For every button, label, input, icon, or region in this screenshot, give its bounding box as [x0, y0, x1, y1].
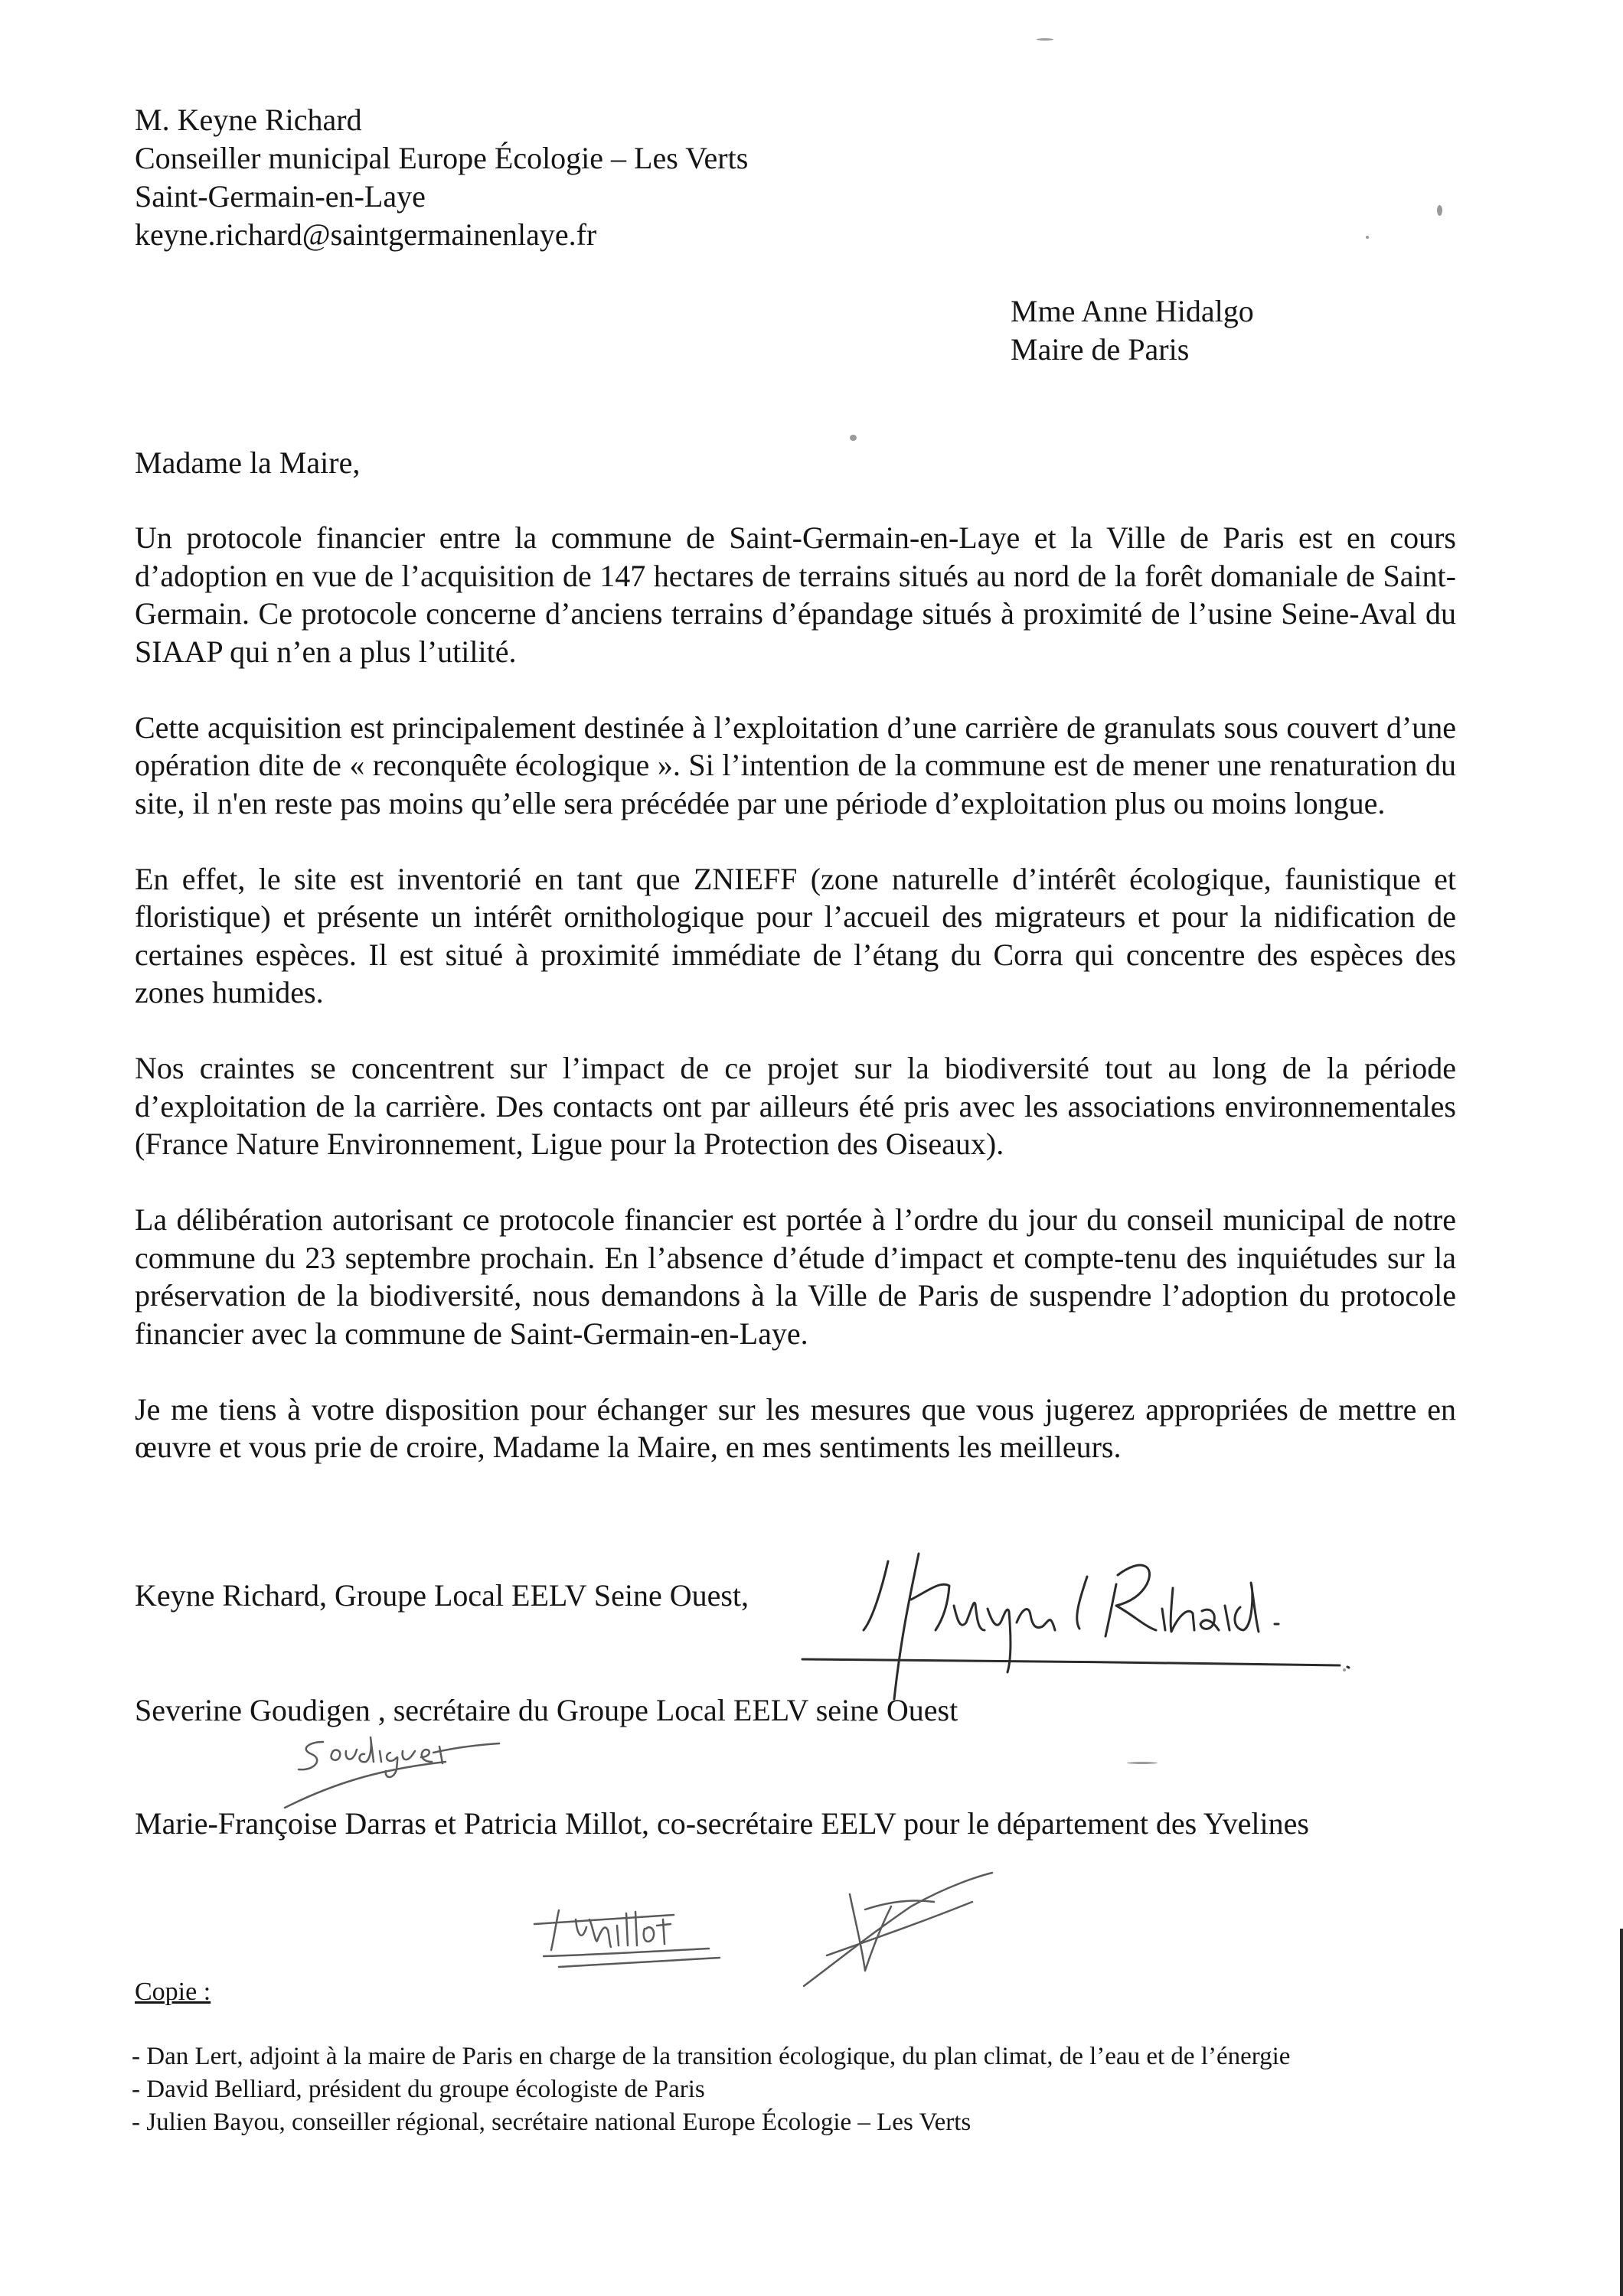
scan-speck — [1437, 205, 1442, 216]
recipient-block — [1011, 292, 1254, 369]
body-paragraph-1: Un protocole financier entre la commune de Saint-Germain-en-Laye et la Ville de Paris est en cours d’adoption en vue de l’acquisition de 147 hectares de terrains situés au nord de la forêt domaniale de Saint-Germain. Ce protocole concerne d’anciens terrains d’épandage situés à proximité de l’usine Seine-Aval du SIAAP qui n’en a plus l’utilité. — [135, 520, 1456, 669]
recipient-name: Mme Anne Hidalgo — [1011, 294, 1254, 328]
scan-speck — [850, 435, 857, 441]
millot-signature — [528, 1896, 727, 1988]
body-paragraph-6: Je me tiens à votre disposition pour échanger sur les mesures que vous jugerez appropriées de mettre en œuvre et vous prie de croire, Madame la Maire, en mes sentiments les meilleurs. — [135, 1391, 1456, 1464]
goudigen-signature — [269, 1731, 545, 1815]
sender-email: keyne.richard@saintgermainenlaye.fr — [135, 217, 597, 252]
body-paragraph-3: En effet, le site est inventorié en tant que ZNIEFF (zone naturelle d’intérêt écologique, faunistique et floristique) et présente un intérêt ornithologique pour l’accueil des migrateurs et pour la nidification de certaines espèces. Il est situé à proximité immédiate de l’étang du Corra qui concentre des espèces des zones humides. — [135, 861, 1456, 1009]
body-paragraph-2: Cette acquisition est principalement destinée à l’exploitation d’une carrière de granulats sous couvert d’une opération dite de « reconquête écologique ». Si l’intention de la commune est de mener une renaturation du site, il n'en reste pas moins qu’elle sera précédée par une période d’exploitation plus ou moins longue. — [135, 709, 1456, 820]
sender-title: Conseiller municipal Europe Écologie – Les Verts — [135, 141, 749, 175]
body-paragraph-5: La délibération autorisant ce protocole financier est portée à l’ordre du jour du conseil municipal de notre commune du 23 septembre prochain. En l’absence d’étude d’impact et compte-tenu des inquiétudes sur la préservation de la biodiversité, nous demandons à la Ville de Paris de suspendre l’adoption du protocole financier avec la commune de Saint-Germain-en-Laye. — [135, 1202, 1456, 1351]
scan-speck — [1366, 236, 1369, 239]
scan-speck — [1343, 1668, 1346, 1671]
copy-item-julien-bayou: - Julien Bayou, conseiller régional, secrétaire national Europe Écologie – Les Verts — [132, 2108, 972, 2136]
copy-item-david-belliard: - David Belliard, président du groupe écologiste de Paris — [132, 2076, 705, 2103]
copy-item-dan-lert: - Dan Lert, adjoint à la maire de Paris en charge de la transition écologique, du plan climat, de l’eau et de l’énergie — [132, 2043, 1291, 2070]
signatory-darras-millot: Marie-Françoise Darras et Patricia Millot, co-secrétaire EELV pour le département des Yvelines — [135, 1806, 1309, 1841]
salutation: Madame la Maire, — [135, 445, 361, 480]
sender-block — [135, 101, 748, 254]
copy-heading: Copie : — [135, 1978, 211, 2006]
recipient-title: Maire de Paris — [1011, 332, 1190, 367]
letter-body — [135, 519, 1456, 1504]
body-paragraph-4: Nos craintes se concentrent sur l’impact de ce projet sur la biodiversité tout au long de la période d’exploitation de la carrière. Des contacts ont par ailleurs été pris avec les associations environnementales (France Nature Environnement, Ligue pour la Protection des Oiseaux). — [135, 1051, 1456, 1161]
signatory-keyne-richard: Keyne Richard, Groupe Local EELV Seine Ouest, — [135, 1578, 749, 1613]
copy-list — [132, 2040, 1471, 2139]
keyne-richard-signature — [796, 1515, 1363, 1722]
scan-edge — [1620, 1929, 1623, 2296]
scan-speck — [1127, 1762, 1158, 1764]
scan-speck — [1037, 38, 1053, 41]
signatory-severine-goudigen: Severine Goudigen , secrétaire du Groupe Local EELV seine Ouest — [135, 1693, 958, 1727]
sender-name: M. Keyne Richard — [135, 103, 362, 137]
sender-city: Saint-Germain-en-Laye — [135, 179, 426, 214]
darras-initials-signature — [796, 1871, 1003, 1994]
